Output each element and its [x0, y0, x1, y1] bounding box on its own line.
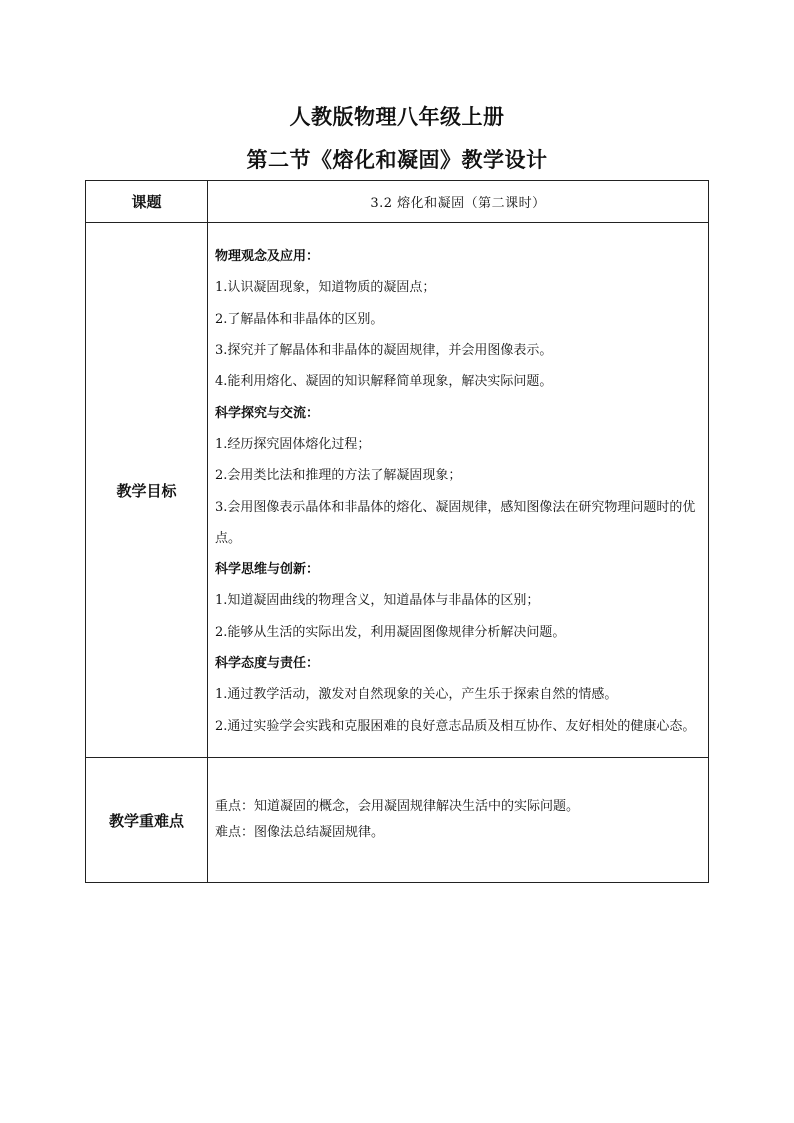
topic-label: 课题	[86, 181, 208, 223]
document-subtitle: 第二节《熔化和凝固》教学设计	[246, 147, 548, 172]
difficult-point: 难点：图像法总结凝固规律。	[215, 825, 385, 840]
goal-item: 3.探究并了解晶体和非晶体的凝固规律，并会用图像表示。	[215, 343, 553, 359]
goal-item: 1.知道凝固曲线的物理含义，知道晶体与非晶体的区别；	[215, 593, 540, 609]
topic-row	[86, 181, 709, 223]
key-points-body	[208, 794, 708, 846]
key-points-cell	[208, 758, 709, 883]
goals-cell	[208, 223, 709, 758]
goal-item: 1.认识凝固现象，知道物质的凝固点；	[215, 280, 436, 296]
goal-section-heading: 物理观念及应用：	[215, 249, 320, 265]
key-points-row	[86, 758, 709, 883]
goal-item: 2.会用类比法和推理的方法了解凝固现象；	[215, 468, 462, 484]
goal-item: 1.通过教学活动，激发对自然现象的关心，产生乐于探索自然的情感。	[215, 687, 618, 703]
goal-item: 2.了解晶体和非晶体的区别。	[215, 311, 384, 327]
key-points-label: 教学重难点	[86, 758, 208, 883]
goal-item: 2.能够从生活的实际出发，利用凝固图像规律分析解决问题。	[215, 624, 566, 640]
goals-body	[208, 238, 708, 742]
key-point: 重点：知道凝固的概念，会用凝固规律解决生活中的实际问题。	[215, 799, 580, 814]
goals-row	[86, 223, 709, 758]
goals-label: 教学目标	[86, 223, 208, 758]
goal-section-heading: 科学态度与责任：	[215, 655, 320, 671]
lesson-plan-table	[85, 180, 709, 883]
goal-item: 2.通过实验学会实践和克服困难的良好意志品质及相互协作、友好相处的健康心态。	[215, 718, 696, 734]
goal-item: 4.能利用熔化、凝固的知识解释简单现象，解决实际问题。	[215, 374, 553, 390]
goal-section-heading: 科学思维与创新：	[215, 562, 320, 578]
document-title: 人教版物理八年级上册	[289, 104, 505, 129]
topic-value: 3.2 熔化和凝固（第二课时）	[208, 181, 709, 223]
goal-item: 3.会用图像表示晶体和非晶体的熔化、凝固规律，感知图像法在研究物理问题时的优点。	[215, 499, 696, 546]
goal-section-heading: 科学探究与交流：	[215, 405, 320, 421]
goal-item: 1.经历探究固体熔化过程；	[215, 436, 371, 452]
